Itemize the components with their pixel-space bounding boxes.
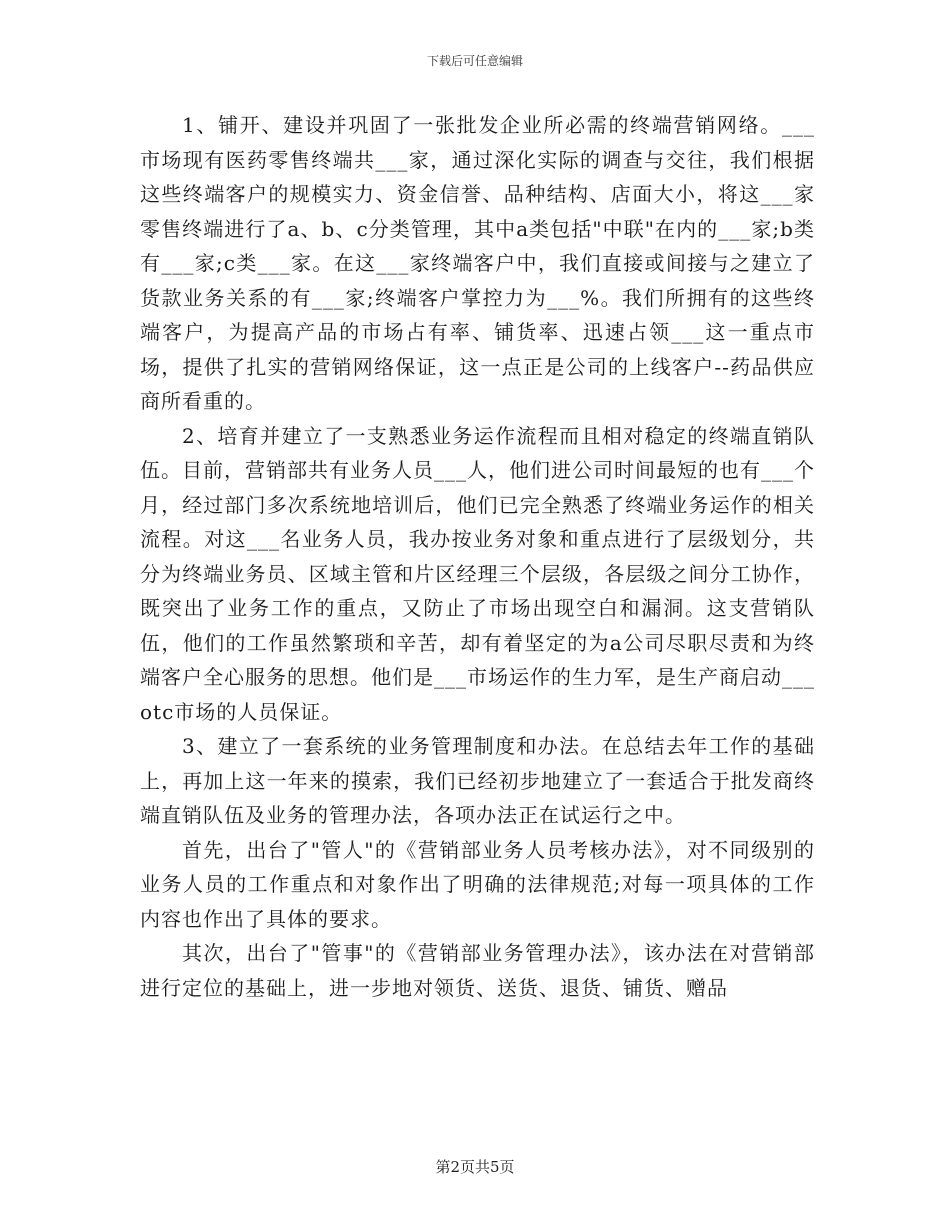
page-footer: 第2页共5页: [435, 1158, 515, 1176]
paragraph-2: 2、培育并建立了一支熟悉业务运作流程而且相对稳定的终端直销队伍。目前，营销部共有业务人员___人，他们进公司时间最短的也有___个月，经过部门多次系统地培训后，他们已完全熟悉了终端业务运作的相关流程。对这___名业务人员，我办按业务对象和重点进行了层级划分，共分为终端业务员、区域主管和片区经理三个层级，各层级之间分工协作，既突出了业务工作的重点，又防止了市场出现空白和漏洞。这支营销队伍，他们的工作虽然繁琐和辛苦，却有着坚定的为a公司尽职尽责和为终端客户全心服务的思想。他们是___市场运作的生力军，是生产商启动___otc市场的人员保证。: [140, 423, 815, 724]
paragraph-5: 其次，出台了"管事"的《营销部业务管理办法》，该办法在对营销部进行定位的基础上，进一步地对领货、送货、退货、铺货、赠品: [140, 941, 815, 1000]
document-body: [140, 108, 815, 1005]
paragraph-3: 3、建立了一套系统的业务管理制度和办法。在总结去年工作的基础上，再加上这一年来的摸索，我们已经初步地建立了一套适合于批发商终端直销队伍及业务的管理办法，各项办法正在试运行之中。: [140, 734, 815, 827]
page-header: 下载后可任意编辑: [426, 54, 523, 68]
paragraph-4: 首先，出台了"管人"的《营销部业务人员考核办法》，对不同级别的业务人员的工作重点和对象作出了明确的法律规范;对每一项具体的工作内容也作出了具体的要求。: [140, 837, 815, 931]
paragraph-1: 1、铺开、建设并巩固了一张批发企业所必需的终端营销网络。___市场现有医药零售终端共___家，通过深化实际的调查与交往，我们根据这些终端客户的规模实力、资金信誉、品种结构、店面大小，将这___家零售终端进行了a、b、c分类管理，其中a类包括"中联"在内的___家;b类有___家;c类___家。在这___家终端客户中，我们直接或间接与之建立了货款业务关系的有___家;终端客户掌控力为___%。我们所拥有的这些终端客户，为提高产品的市场占有率、铺货率、迅速占领___这一重点市场，提供了扎实的营销网络保证，这一点正是公司的上线客户--药品供应商所看重的。: [140, 113, 815, 413]
